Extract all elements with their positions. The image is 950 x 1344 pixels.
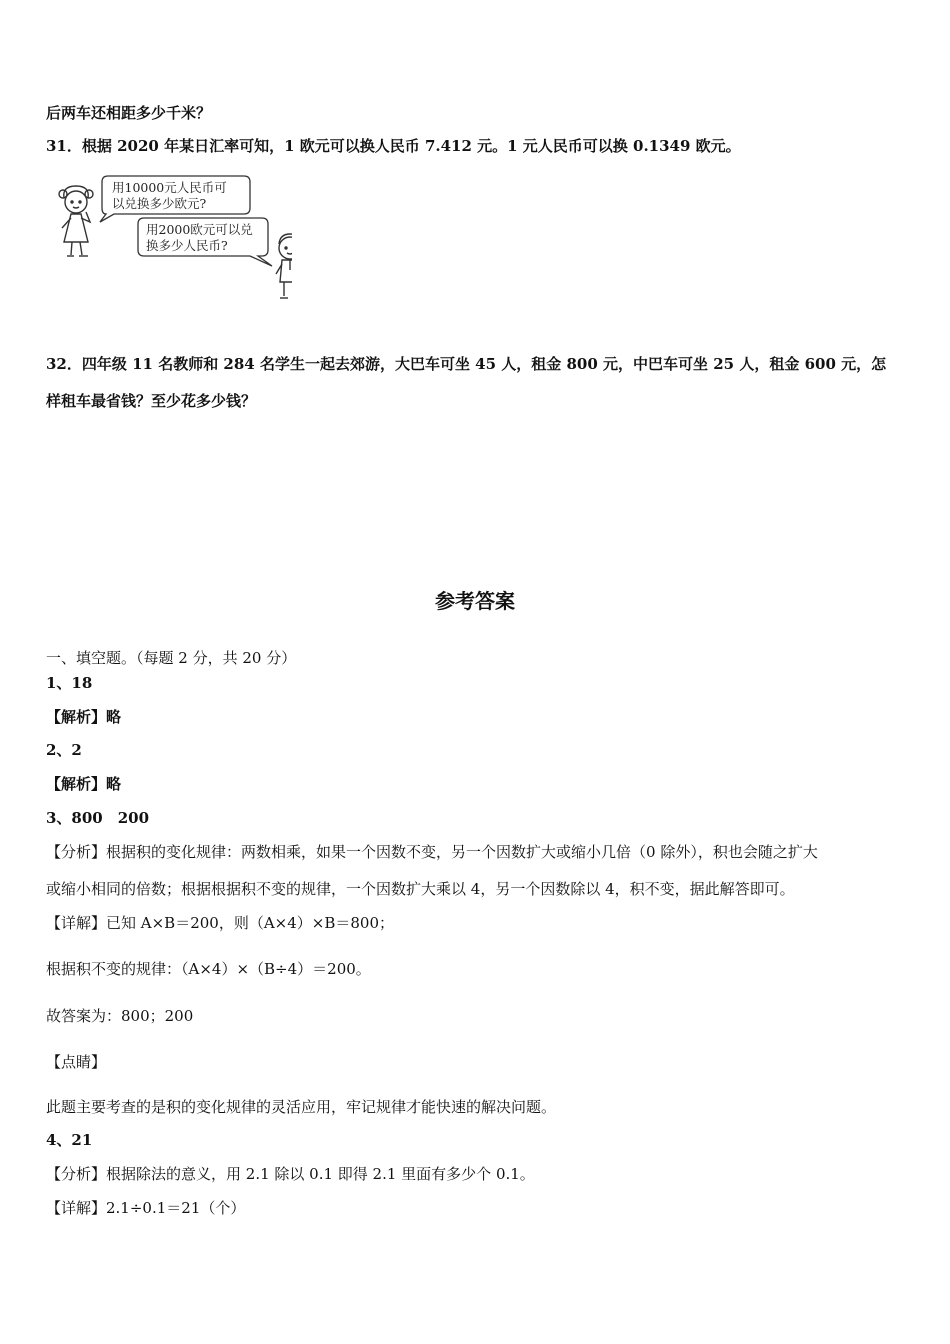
question-31: 31．根据 2020 年某日汇率可知，1 欧元可以换人民币 7.412 元。1 元人民币可以换 0.1349 欧元。 [46,137,741,155]
answers-title: 参考答案 [435,589,515,613]
answer-4-analysis: 【分析】根据除法的意义，用 2.1 除以 0.1 即得 2.1 里面有多少个 0.1。 [46,1165,535,1183]
cartoon-svg [52,170,292,310]
answer-3-result: 故答案为：800；200 [46,1007,194,1025]
question-32-line1: 32．四年级 11 名教师和 284 名学生一起去郊游，大巴车可坐 45 人，租金 800 元，中巴车可坐 25 人，租金 600 元，怎 [46,355,887,373]
boy-bubble-line1: 用2000欧元可以兑 [146,222,253,237]
answer-3-rule: 根据积不变的规律：（A×4）×（B÷4）＝200。 [46,960,371,978]
girl-bubble-line2: 以兑换多少欧元? [112,196,207,211]
answer-3-comment: 此题主要考查的是积的变化规律的灵活应用，牢记规律才能快速的解决问题。 [46,1098,557,1116]
boy-bubble-line2: 换多少人民币? [146,238,228,253]
answer-4-detail: 【详解】2.1÷0.1＝21（个） [46,1199,246,1217]
question-30-tail: 后两车还相距多少千米？ [46,104,212,122]
answer-4: 4、21 [46,1131,93,1149]
section-heading: 一、填空题。（每题 2 分，共 20 分） [46,649,297,667]
answer-1: 1、18 [46,674,93,692]
girl-figure [59,186,93,256]
answer-3-detail: 【详解】已知 A×B＝200，则（A×4）×B＝800； [46,914,394,932]
answer-2-analysis: 【解析】略 [46,775,122,793]
answer-3-analysis-line1: 【分析】根据积的变化规律：两数相乘，如果一个因数不变，另一个因数扩大或缩小几倍（0 除外），积也会随之扩大 [46,843,818,861]
exchange-illustration [52,170,292,310]
boy-figure [276,234,292,298]
answer-3-comment-label: 【点睛】 [46,1053,107,1071]
answer-2: 2、2 [46,741,82,759]
answer-3: 3、800 200 [46,809,150,827]
answer-3-analysis-line2: 或缩小相同的倍数；根据根据积不变的规律，一个因数扩大乘以 4，另一个因数除以 4，积不变，据此解答即可。 [46,880,795,898]
answer-1-analysis: 【解析】略 [46,708,122,726]
girl-bubble-line1: 用10000元人民币可 [112,180,227,195]
question-32-line2: 样租车最省钱？至少花多少钱？ [46,392,257,410]
